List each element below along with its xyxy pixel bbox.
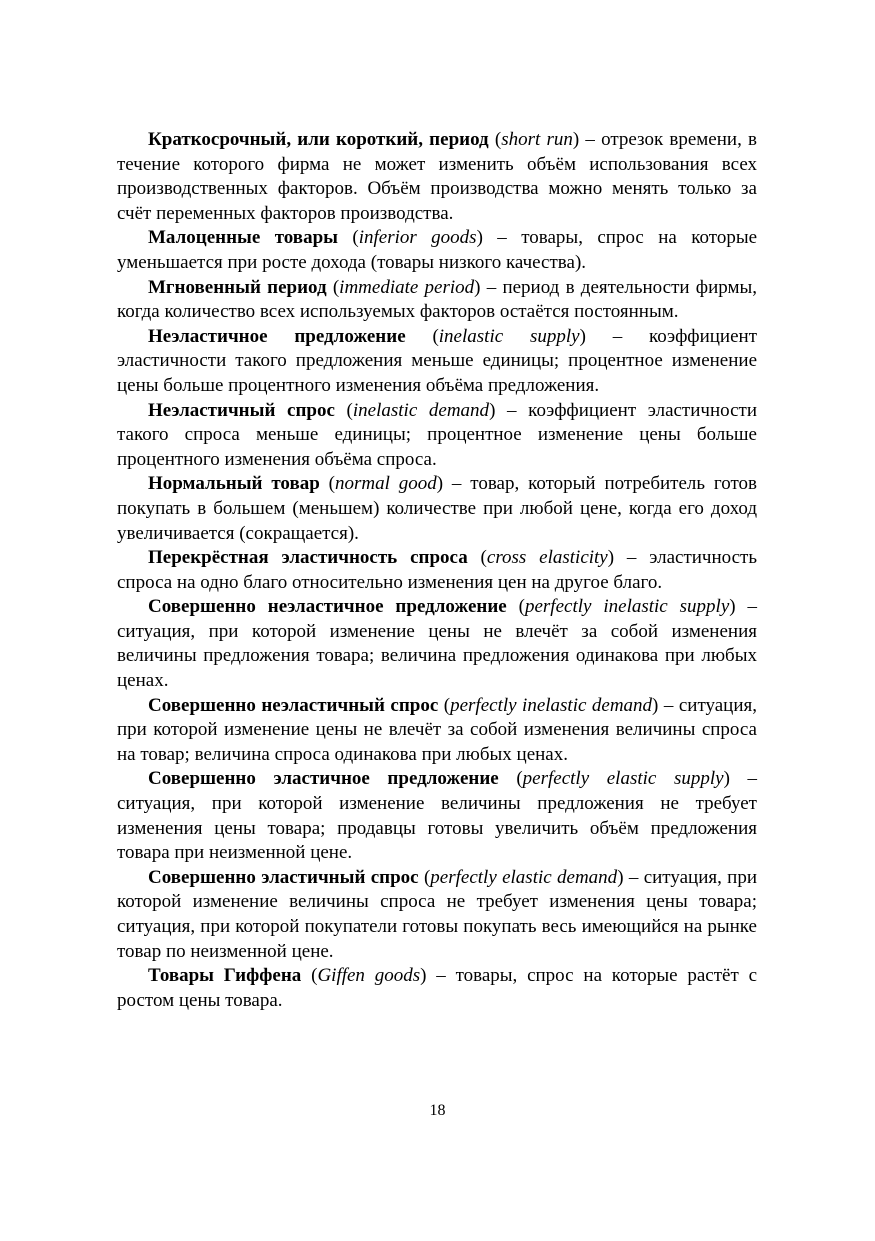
page-number: 18: [429, 1102, 446, 1119]
entry-term: Малоценные товары: [148, 227, 338, 249]
entry-english-term: immediate period: [339, 276, 475, 298]
entry-definition: ситуация, при которой изменение цены не влечёт за собой изменения величины предложения товара; величина предложения одинакова при любых ценах.: [117, 620, 757, 692]
glossary-entry: Перекрёстная эластичность спроса (cross elasticity) – эластичность спроса на одно благо относительно изменения цен на другое благо.: [117, 547, 758, 593]
entry-term: Совершенно неэластичное предложение: [148, 596, 507, 618]
glossary-entry: Неэластичное предложение (inelastic supply) – коэффициент эластичности такого предложения меньше единицы; процентное изменение цены больше процентного изменения объёма предложения.: [117, 325, 757, 396]
entry-definition: коэффициент эластичности такого спроса меньше единицы; процентное изменение цены больше процентного изменения объёма спроса.: [117, 399, 758, 470]
entry-english-term: perfectly inelastic supply: [524, 596, 730, 618]
entry-definition: товары, спрос на которые растёт с ростом цены товара.: [117, 965, 758, 1011]
entry-english-term: perfectly elastic supply: [522, 768, 724, 790]
entry-term: Совершенно неэластичный спрос: [148, 694, 439, 716]
entry-definition: отрезок времени, в течение которого фирма не может изменить объём использования всех производственных факторов. Объём производства можно менять только за счёт переменных факторов производства.: [117, 129, 757, 224]
entry-definition: коэффициент эластичности такого предложения меньше единицы; процентное изменение цены больше процентного изменения объёма предложения.: [117, 325, 757, 396]
entry-english-term: Giffen goods: [317, 965, 421, 987]
entry-english-term: perfectly elastic demand: [430, 866, 618, 888]
entry-english-term: short run: [501, 129, 573, 150]
entry-definition: товар, который потребитель готов покупать в большем (меньшем) количестве при любой цене, когда его доход увеличивается (сокращается).: [117, 473, 758, 544]
entry-english-term: perfectly inelastic demand: [450, 694, 653, 716]
glossary-entry: Совершенно эластичный спрос (perfectly elastic demand) – ситуация, при которой изменение величины спроса не требует изменения цены товара; ситуация, при которой покупатели готовы покупать весь имеющийся на рынке товар по неизменной цене.: [117, 866, 758, 962]
glossary-entry: Мгновенный период (immediate period) – период в деятельности фирмы, когда количество всех используемых факторов остаётся постоянным.: [117, 276, 758, 323]
entry-english-term: normal good: [334, 473, 437, 495]
entry-definition: ситуация, при которой изменение цены не влечёт за собой изменения величины спроса на товар; величина спроса одинакова при любых ценах.: [117, 694, 758, 765]
entry-definition: ситуация, при которой изменение величины предложения не требует изменения цены товара; продавцы готовы увеличить объём предложения товара при неизменной цене.: [117, 793, 757, 864]
entry-term: Неэластичный спрос: [148, 399, 335, 421]
entry-definition: период в деятельности фирмы, когда количество всех используемых факторов остаётся постоянным.: [117, 276, 758, 323]
entry-term: Товары Гиффена: [148, 965, 302, 987]
glossary-entry: Нормальный товар (normal good) – товар, который потребитель готов покупать в большем (меньшем) количестве при любой цене, когда его доход увеличивается (сокращается).: [117, 473, 758, 544]
entry-english-term: inferior goods: [358, 227, 477, 249]
glossary-entry: Малоценные товары (inferior goods) – товары, спрос на которые уменьшается при росте дохода (товары низкого качества).: [117, 227, 758, 273]
entry-definition: товары, спрос на которые уменьшается при росте дохода (товары низкого качества).: [117, 227, 758, 273]
entry-english-term: inelastic supply: [438, 325, 580, 347]
glossary-page: [117, 128, 757, 1013]
glossary-entry: Неэластичный спрос (inelastic demand) – коэффициент эластичности такого спроса меньше единицы; процентное изменение цены больше процентного изменения объёма спроса.: [117, 399, 758, 470]
glossary-entry: Товары Гиффена (Giffen goods) – товары, спрос на которые растёт с ростом цены товара.: [117, 965, 758, 1011]
glossary-entry: Совершенно эластичное предложение (perfectly elastic supply) – ситуация, при которой изменение величины предложения не требует изменения цены товара; продавцы готовы увеличить объём предложения товара при неизменной цене.: [117, 768, 758, 864]
entry-term: Нормальный товар: [148, 473, 320, 495]
entry-term: Совершенно эластичное предложение: [148, 768, 499, 790]
entry-definition: эластичность спроса на одно благо относительно изменения цен на другое благо.: [117, 547, 758, 593]
entry-term: Мгновенный период: [148, 276, 327, 298]
entry-term: Неэластичное предложение: [148, 325, 406, 347]
entry-term: Совершенно эластичный спрос: [148, 866, 419, 888]
entry-term: Перекрёстная эластичность спроса: [148, 547, 468, 569]
entry-term: Краткосрочный, или короткий, период: [148, 129, 489, 150]
glossary-entry: Совершенно неэластичное предложение (perfectly inelastic supply) – ситуация, при которой изменение цены не влечёт за собой изменения величины предложения товара; величина предложения одинакова при любых ценах.: [117, 596, 758, 692]
glossary-entry: Краткосрочный, или короткий, период (short run) – отрезок времени, в течение которого фирма не может изменить объём использования всех производственных факторов. Объём производства можно менять только за счёт переменных факторов производства.: [117, 129, 757, 224]
entry-definition: ситуация, при которой изменение величины спроса не требует изменения цены товара; ситуация, при которой покупатели готовы покупать весь имеющийся на рынке товар по неизменной цене.: [117, 866, 758, 962]
entry-english-term: inelastic demand: [352, 399, 490, 421]
glossary-entry: Совершенно неэластичный спрос (perfectly inelastic demand) – ситуация, при которой изменение цены не влечёт за собой изменения величины спроса на товар; величина спроса одинакова при любых ценах.: [117, 694, 758, 765]
entry-english-term: cross elasticity: [486, 547, 608, 569]
